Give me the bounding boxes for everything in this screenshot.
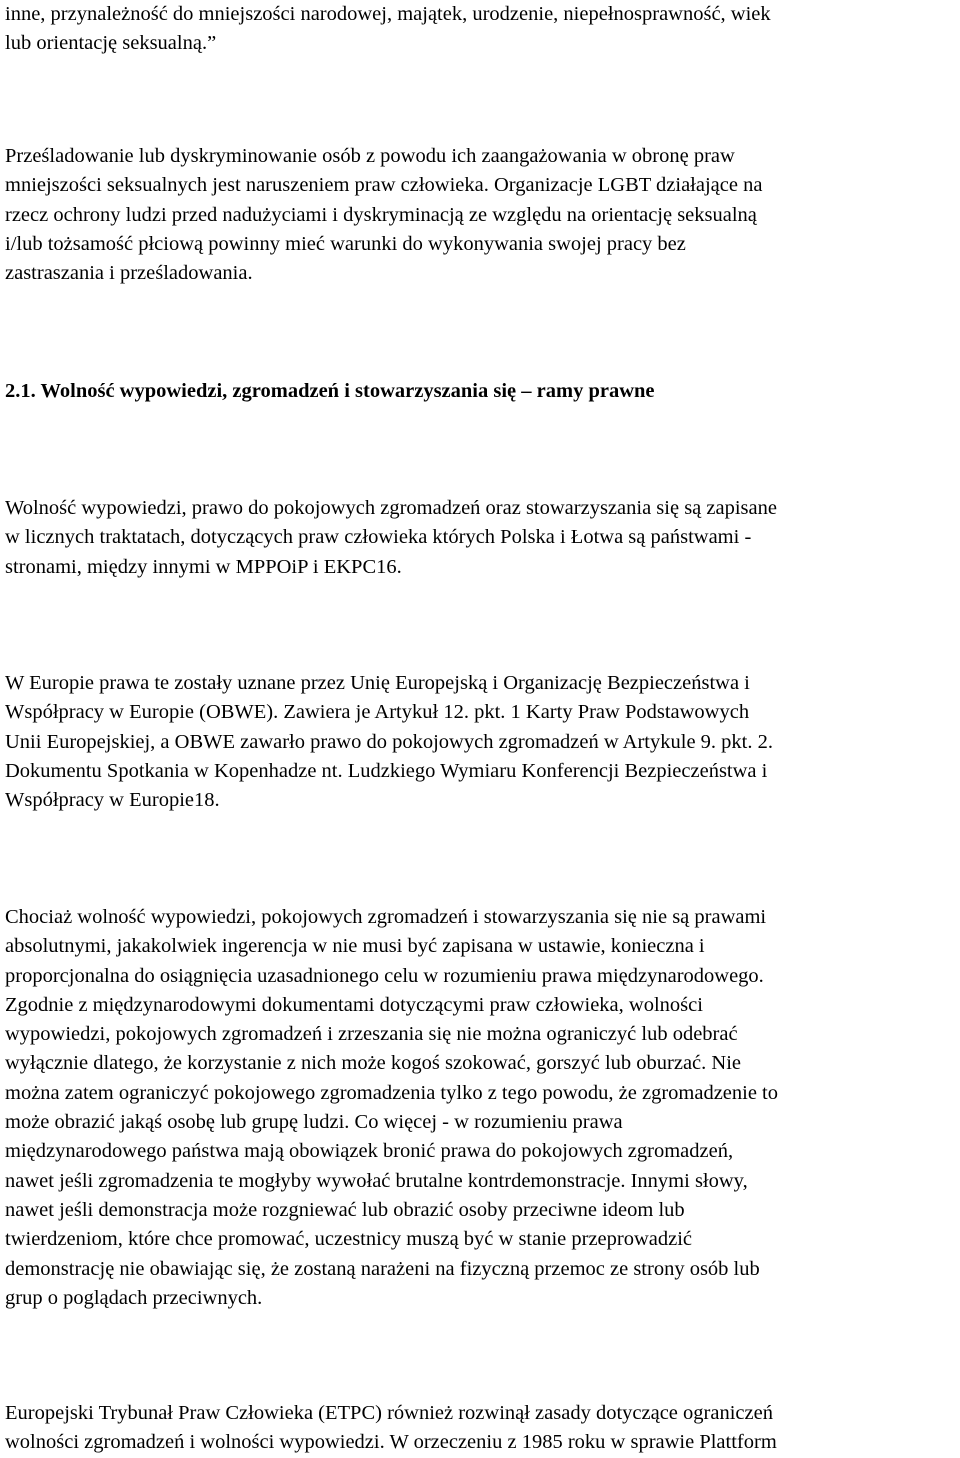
paragraph-line: inne, przynależność do mniejszości narodowej, majątek, urodzenie, niepełnosprawność, wiek <box>5 3 771 25</box>
paragraph-line: nawet jeśli zgromadzenia te mogłyby wywołać brutalne kontrdemonstracje. Innymi słowy, <box>5 1169 748 1192</box>
section-heading <box>5 377 655 406</box>
paragraph-line: wypowiedzi, pokojowych zgromadzeń i zrzeszania się nie można ograniczyć lub odebrać <box>5 1023 738 1046</box>
paragraph-line: wolności zgromadzeń i wolności wypowiedzi. W orzeczeniu z 1985 roku w sprawie Plattform <box>5 1431 777 1454</box>
paragraph-line: rzecz ochrony ludzi przed nadużyciami i dyskryminacją ze względu na orientację seksualną <box>5 203 757 226</box>
paragraph-intro-continuation <box>5 0 771 59</box>
paragraph-line: Prześladowanie lub dyskryminowanie osób z powodu ich zaangażowania w obronę praw <box>5 145 735 167</box>
paragraph-line: demonstrację nie obawiając się, że zostaną narażeni na fizyczną przemoc ze strony osób lub <box>5 1257 760 1280</box>
paragraph-line: grup o poglądach przeciwnych. <box>5 1286 263 1309</box>
paragraph-line: Unii Europejskiej, a OBWE zawarło prawo do pokojowych zgromadzeń w Artykule 9. pkt. 2. <box>5 730 773 753</box>
paragraph-line: w licznych traktatach, dotyczących praw człowieka których Polska i Łotwa są państwami - <box>5 526 752 549</box>
paragraph-europe <box>5 669 773 815</box>
paragraph-persecution <box>5 142 762 288</box>
paragraph-line: Zgodnie z międzynarodowymi dokumentami dotyczącymi praw człowieka, wolności <box>5 993 703 1016</box>
paragraph-line: stronami, między innymi w MPPOiP i EKPC16. <box>5 555 402 578</box>
paragraph-line: nawet jeśli demonstracja może rozgniewać lub obrazić osoby przeciwne ideom lub <box>5 1198 685 1221</box>
paragraph-line: Europejski Trybunał Praw Człowieka (ETPC) również rozwinął zasady dotyczące ograniczeń <box>5 1402 773 1424</box>
paragraph-line: międzynarodowego państwa mają obowiązek bronić prawa do pokojowych zgromadzeń, <box>5 1140 734 1163</box>
paragraph-freedoms <box>5 494 777 582</box>
paragraph-line: twierdzeniom, które chce promować, uczestnicy muszą być w stanie przeprowadzić <box>5 1228 693 1251</box>
paragraph-line: Dokumentu Spotkania w Kopenhadze nt. Ludzkiego Wymiaru Konferencji Bezpieczeństwa i <box>5 759 768 782</box>
section-heading-text: 2.1. Wolność wypowiedzi, zgromadzeń i stowarzyszania się – ramy prawne <box>5 380 655 402</box>
paragraph-line: mniejszości seksualnych jest naruszeniem praw człowieka. Organizacje LGBT działające na <box>5 174 763 197</box>
paragraph-line: wyłącznie dlatego, że korzystanie z nich może kogoś szokować, gorszyć lub oburzać. Nie <box>5 1052 742 1075</box>
paragraph-etpc <box>5 1399 777 1458</box>
paragraph-line: i/lub tożsamość płciową powinny mieć warunki do wykonywania swojej pracy bez <box>5 232 686 255</box>
paragraph-line: absolutnymi, jakakolwiek ingerencja w nie musi być zapisana w ustawie, konieczna i <box>5 935 705 958</box>
paragraph-line: może obrazić jakąś osobę lub grupę ludzi. Co więcej - w rozumieniu prawa <box>5 1111 623 1134</box>
paragraph-line: W Europie prawa te zostały uznane przez Unię Europejską i Organizację Bezpieczeństwa i <box>5 672 750 694</box>
paragraph-line: Współpracy w Europie (OBWE). Zawiera je Artykuł 12. pkt. 1 Karty Praw Podstawowych <box>5 701 750 724</box>
paragraph-line: można zatem ograniczyć pokojowego zgromadzenia tylko z tego powodu, że zgromadzenie to <box>5 1081 779 1104</box>
paragraph-line: Wolność wypowiedzi, prawo do pokojowych zgromadzeń oraz stowarzyszania się są zapisane <box>5 497 777 519</box>
paragraph-line: Współpracy w Europie18. <box>5 789 220 812</box>
paragraph-line: lub orientację seksualną.” <box>5 32 217 55</box>
paragraph-line: proporcjonalna do osiągnięcia uzasadnionego celu w rozumieniu prawa międzynarodowego. <box>5 964 764 987</box>
paragraph-line: Chociaż wolność wypowiedzi, pokojowych zgromadzeń i stowarzyszania się nie są prawami <box>5 906 767 928</box>
paragraph-restrictions <box>5 903 778 1313</box>
paragraph-line: zastraszania i prześladowania. <box>5 262 253 285</box>
